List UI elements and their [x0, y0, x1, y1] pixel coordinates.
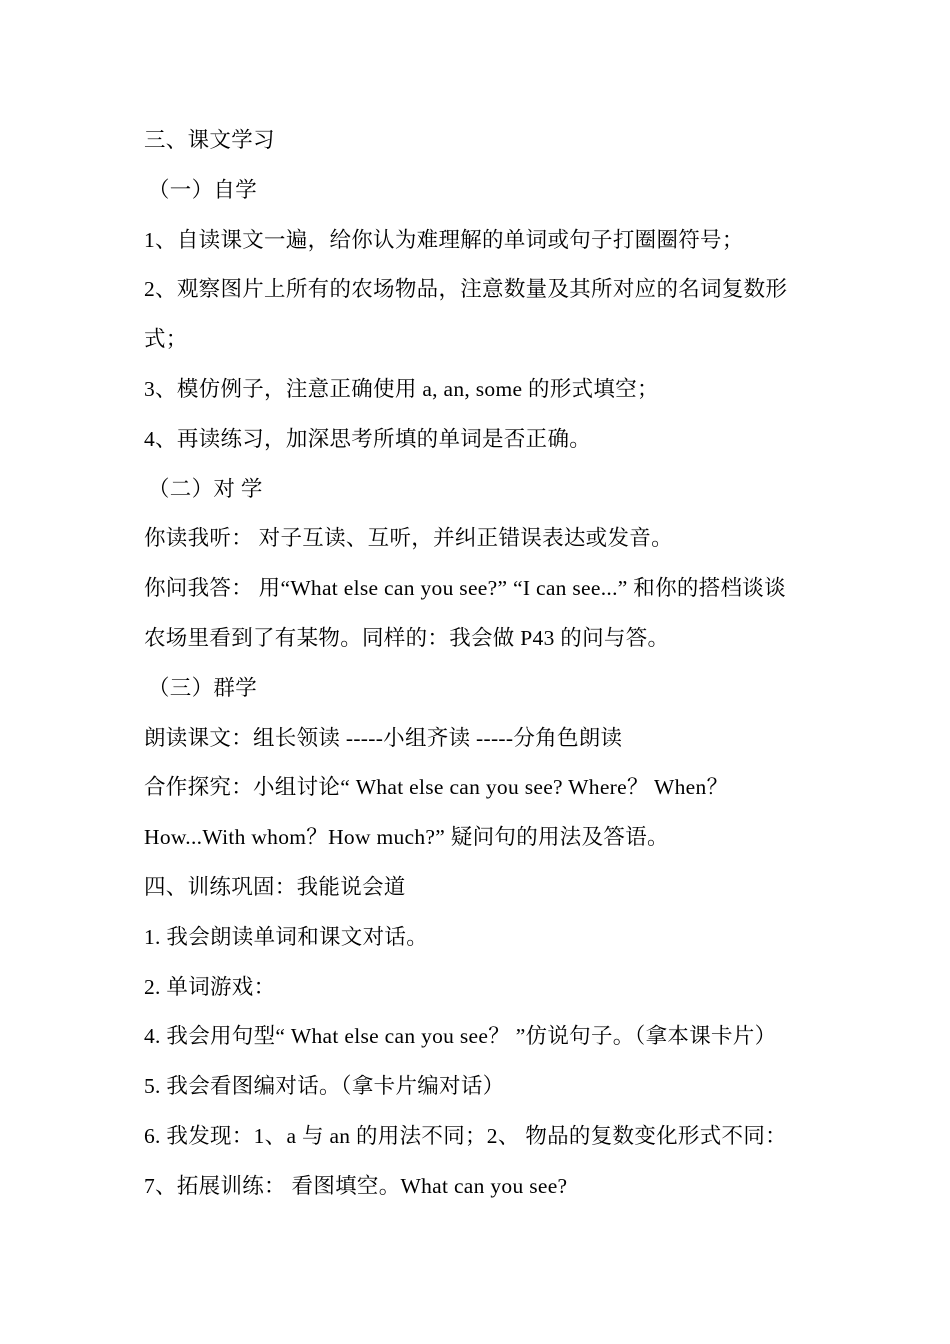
pair-read-listen-text: 你读我听： 对子互读、互听，并纠正错误表达或发音。	[144, 526, 673, 551]
practice-item-5: 5. 我会看图编对话。（拿卡片编对话）	[144, 1074, 505, 1099]
step-4-text: 4、再读练习，加深思考所填的单词是否正确。	[144, 426, 592, 451]
step-3-text: 3、模仿例子，注意正确使用 a, an, some 的形式填空；	[144, 376, 659, 401]
group-explore-text: 合作探究：小组讨论“ What else can you see? Where？ When？	[144, 775, 729, 800]
practice-item-7: 7、拓展训练： 看图填空。What can you see?	[144, 1173, 568, 1198]
step-1-text: 1、自读课文一遍，给你认为难理解的单词或句子打圈圈符号；	[144, 227, 744, 252]
section-heading-text-study: 三、课文学习	[144, 128, 275, 152]
pair-ask-answer-text: 你问我答： 用“What else can you see?” “I can see...” 和你的搭档谈谈	[144, 576, 786, 601]
practice-item-2: 2. 单词游戏：	[144, 974, 276, 999]
document-body	[144, 116, 824, 1212]
subheading-self-study: （一）自学	[148, 177, 258, 202]
subheading-group-study: （三）群学	[148, 675, 258, 700]
pair-ask-answer-text-continued: 农场里看到了有某物。同样的：我会做 P43 的问与答。	[144, 625, 670, 650]
practice-item-1: 1. 我会朗读单词和课文对话。	[144, 924, 429, 949]
group-explore-text-continued: How...With whom？How much?” 疑问句的用法及答语。	[144, 825, 669, 850]
practice-item-4: 4. 我会用句型“ What else can you see？ ”仿说句子。（拿本课卡片）	[144, 1024, 777, 1049]
step-2-text: 2、观察图片上所有的农场物品，注意数量及其所对应的名词复数形	[144, 277, 788, 302]
group-read-text: 朗读课文：组长领读 -----小组齐读 -----分角色朗读	[144, 725, 623, 750]
step-2-text-continued: 式；	[144, 327, 188, 352]
section-heading-practice: 四、训练巩固：我能说会道	[144, 874, 406, 899]
subheading-pair-study: （二）对 学	[148, 476, 263, 501]
practice-item-6: 6. 我发现：1、a 与 an 的用法不同；2、 物品的复数变化形式不同：	[144, 1123, 787, 1148]
